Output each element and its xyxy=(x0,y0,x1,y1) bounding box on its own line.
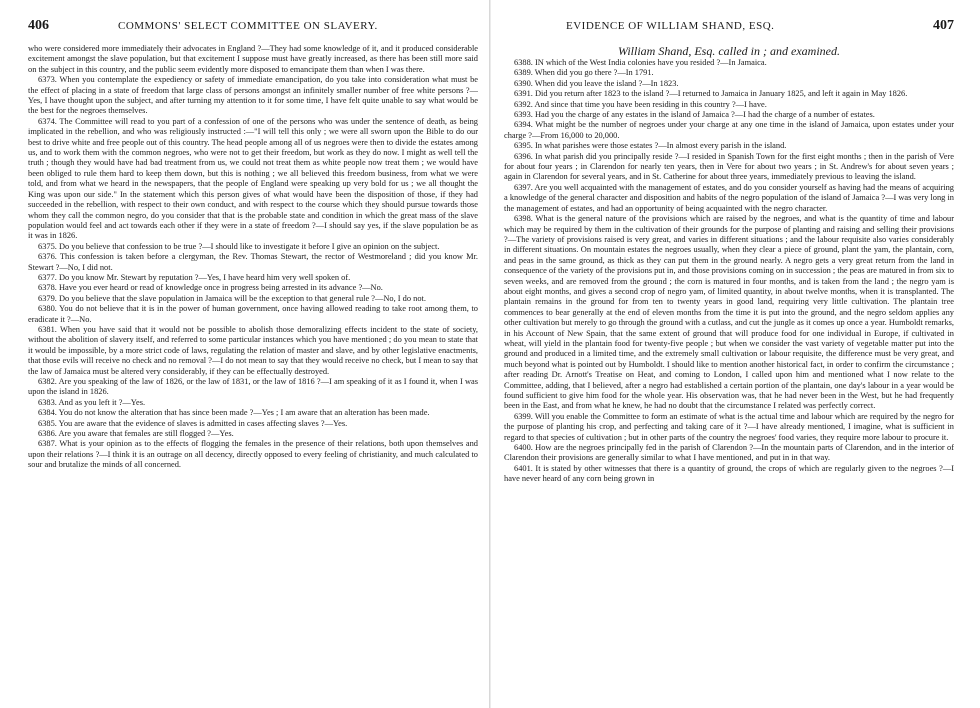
paragraph: 6376. This confession is taken before a clergyman, the Rev. Thomas Stewart, the rector of Westmoreland ; did you know Mr. Stewart ?—No, I did not. xyxy=(28,252,478,272)
paragraph: 6393. Had you the charge of any estates in the island of Jamaica ?—I had the charge of a number of estates. xyxy=(514,110,875,120)
left-page xyxy=(28,20,478,704)
paragraph: 6392. And since that time you have been residing in this country ?—I have. xyxy=(514,99,767,109)
paragraph: 6380. You do not believe that it is in the power of human government, once having allowed reading to take root among them, to eradicate it ?—No. xyxy=(28,304,478,324)
right-running-head xyxy=(504,20,954,36)
right-page xyxy=(504,20,954,704)
paragraph: 6401. It is stated by other witnesses that there is a quantity of ground, the crops of which are regularly given to the negroes ?—I have never heard of any corn being grown in xyxy=(504,463,954,484)
paragraph: 6385. You are aware that the evidence of slaves is admitted in cases affecting slaves ?—Yes. xyxy=(38,418,348,428)
left-running-head xyxy=(28,20,478,36)
paragraph: 6389. When did you go there ?—In 1791. xyxy=(514,68,654,78)
paragraph: 6375. Do you believe that confession to be true ?—I should like to investigate it before I give an opinion on the subject. xyxy=(38,241,440,251)
paragraph: 6396. In what parish did you principally reside ?—I resided in Spanish Town for the first eight months ; then in the parish of Vere for about four years ; in Clarendon for nearly ten years, then in Vere for about two years ; in St. Andrew's for about seven years ; again in Clarendon for several years, and in St. Catherine for about three years, immediately previous to leaving the island. xyxy=(504,151,954,182)
paragraph: 6381. When you have said that it would not be possible to abolish those demoralizing effects incident to the state of society, without the abolition of slavery itself, and referred to some particular instances which you have mentioned ; do you mean to state that it would be impossible, by a more strict code of laws, regulating the relation of master and slave, and by other legislative enactments, that those evils will receive no check and no removal ?—I do not mean to say that they would receive no check, but I mean to say that the law of Jamaica must be altered very considerably, if they can be effectually destroyed. xyxy=(28,324,478,376)
paragraph: 6394. What might be the number of negroes under your charge at any one time in the island of Jamaica, upon estates under your charge ?—From 16,000 to 20,000. xyxy=(504,120,954,140)
paragraph: 6387. What is your opinion as to the effects of flogging the females in the presence of their relations, both upon themselves and upon their relations ?—I think it is an outrage on all decency, directly opposed to every feeling of christianity, and much calculated to sour and brutalize the minds of all concerned. xyxy=(28,439,478,470)
paragraph: 6383. And as you left it ?—Yes. xyxy=(38,397,146,407)
paragraph: 6397. Are you well acquainted with the management of estates, and do you consider yourself as having had the means of acquiring a knowledge of the general character and disposition and habits of the negro population of the island of Jamaica ?—I was very long in the management of estates, and had an opportunity of being acquainted with the negro character. xyxy=(504,182,954,213)
left-page-number: 406 xyxy=(28,20,49,33)
paragraph: 6386. Are you aware that females are still flogged ?—Yes. xyxy=(38,429,234,439)
paragraph: 6377. Do you know Mr. Stewart by reputation ?—Yes, I have heard him very well spoken of. xyxy=(38,272,351,282)
paragraph: 6379. Do you believe that the slave population in Jamaica will be the exception to that general rule ?—No, I do not. xyxy=(38,293,426,303)
paragraph: 6373. When you contemplate the expediency or safety of immediate emancipation, do you take into consideration what must be the effect of placing in a state of freedom that large class of persons amongst an infinitely smaller number of free white persons ?—Yes, I have thought upon the subject, and after turning my attention to it for some time, I have felt quite unable to say what would be the best for the negroes themselves. xyxy=(28,75,478,116)
book-gutter xyxy=(489,0,491,708)
paragraph: 6388. IN which of the West India colonies have you resided ?—In Jamaica. xyxy=(514,58,767,67)
paragraph: 6390. When did you leave the island ?—In 1823. xyxy=(514,78,679,88)
right-page-number: 407 xyxy=(933,20,954,33)
paragraph: 6374. The Committee will read to you part of a confession of one of the persons who was under the sentence of death, as being implicated in the rebellion, and who was religiously instructed :—"I will tell this only ; we were all sworn upon the Bible to do our best to drive white and free people out of this country. The head people among all of us negroes were then to divide the estates among us, and to work them with the common negroes, who were not to get their freedom, but work as they do now. I might as well tell the truth ; though they would have had bad treatment from us, we could not treat them as white people now treat them ; we would have been obliged to rule them hard to keep them down, but this is nothing ; we all believed this freedom business, from what we were told, and from what we heard in the newspapers, that the people of England were speaking up very bold for us ; we all thought the King was upon our side." In the statement which this person gives of what would have been the disposition of those, if they had succeeded in the rebellion, with respect to their own conduct, and with respect to the course which they should pursue towards those whom they call the common negro, do you consider that that is the probable state and condition in which the great mass of the slave population would feel and act towards each other if they were in a state of freedom ?—I should say yes, if the slave population be as it was in 1826. xyxy=(28,116,478,241)
right-page-text xyxy=(504,44,954,485)
paragraph: 6378. Have you ever heard or read of knowledge once in progress being arrested in its advance ?—No. xyxy=(38,283,383,293)
witness-heading: William Shand, Esq. called in ; and examined. xyxy=(618,44,840,58)
left-page-text xyxy=(28,44,478,471)
left-running-title: COMMONS' SELECT COMMITTEE ON SLAVERY. xyxy=(118,20,378,32)
paragraph: who were considered more immediately their advocates in England ?—They had some knowledge of it, and it produced considerable excitement amongst the slave population, but that excitement I suppose must have greatly increased, as there has been still more said on the subject in this country, and the public seem evidently more disposed to emancipate them than when I was there. xyxy=(28,44,478,74)
paragraph: 6399. Will you enable the Committee to form an estimate of what is the actual time and labour which are required by the negro for the purpose of planting his crop, and perfecting and taking care of it ?—I have already mentioned, I imagine, what is sufficient in regard to that species of cultivation ; but in other parts of the country the negroes' food varies, they require more labour to procure it. xyxy=(504,411,954,442)
right-running-title: EVIDENCE OF WILLIAM SHAND, ESQ. xyxy=(566,20,775,32)
paragraph: 6395. In what parishes were those estates ?—In almost every parish in the island. xyxy=(514,141,787,151)
paragraph: 6391. Did you return after 1823 to the island ?—I returned to Jamaica in January 1825, and left it again in May 1826. xyxy=(514,89,908,99)
paragraph: 6384. You do not know the alteration that has since been made ?—Yes ; I am aware that an alteration has been made. xyxy=(38,408,430,418)
paragraph: 6400. How are the negroes principally fed in the parish of Clarendon ?—In the mountain parts of Clarendon, and in the interior of Clarendon their provisions are generally similar to what I have mentioned, and put in in that way. xyxy=(504,443,954,463)
paragraph: 6382. Are you speaking of the law of 1826, or the law of 1831, or the law of 1816 ?—I am speaking of it as I found it, when I was upon the island in 1826. xyxy=(28,377,478,397)
paragraph: 6398. What is the general nature of the provisions which are raised by the negroes, and what is the quantity of time and labour which may be required by them in the cultivation of their grounds for the purpose of planting and raising and selling their provisions ?—The variety of provisions raised is very great, and varies in different situations ; and the labour requisite also varies considerably in different situations. On mountain estates the negroes usually, when they clear a piece of ground, plant the yam, the plantain, corn, and peas in the same ground, as thick as they can put them in the ground nearly. A negro gets a very great return from the land in consequence of the variety of the provisions put in, and those provisions coming on in succession ; the peas are matured in from six to seven weeks, and are removed from the ground ; the corn is matured in four months, and is taken from the land ; the negro yam is about eight months, and gives a second crop of negro yam, of limited quantity, in about twelve months, when it is transplanted. The plantain remains in the ground for from ten to twenty years in good land, requiring very little cultivation. The plantain tree commences to bear generally at the end of eleven months from the time it is put into the ground, and the negro seldom applies any other cultivation but merely to go through the ground with a cutlass, and cut the jungle as it comes up once a year. Humboldt remarks, in his Account of New Spain, that the same extent of ground that will produce food for one individual in Europe, if cultivated in wheat, will yield in the plantain food for twenty-five people ; but when we consider the vast variety of vegetable matter put into the ground and produced in a limited time, and the extremely small cultivation or labour requisite, the difference must be very great, and much beyond what is pointed out by Humboldt. I should like to mention another historical fact, in order to confirm the circumstance ; after reading Dr. Arnott's Treatise on Heat, and coming to London, I called upon him and mentioned what I now relate to the Committee, adding, that I believed, after a negro had established a certain portion of the plantain, one day's labour in a year would be found sufficient to give him food for the whole year. His observation was, that he had never been in the West, but he had frequently been in the East, and from what he knew, he had no doubt that the circumstance I related was perfectly correct. xyxy=(504,214,954,411)
